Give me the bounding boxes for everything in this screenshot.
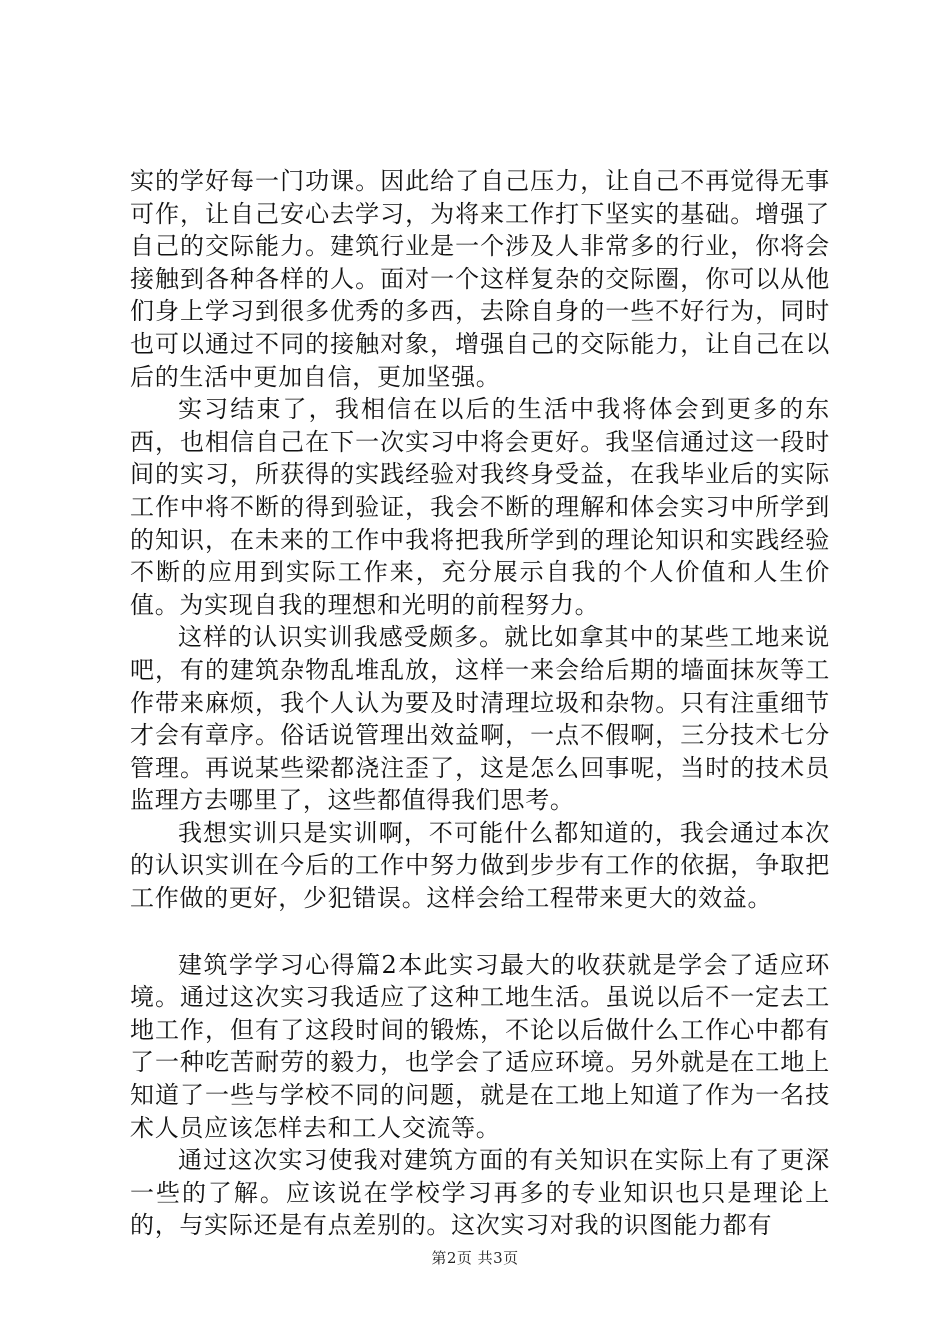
section-gap bbox=[130, 915, 830, 949]
paragraph-5: 建筑学学习心得篇2本此实习最大的收获就是学会了适应环境。通过这次实习我适应了这种工地生活。虽说以后不一定去工地工作，但有了这段时间的锻炼，不论以后做什么工作心中都有了一种吃苦耐劳的毅力，也学会了适应环境。另外就是在工地上知道了一些与学校不同的问题，就是在工地上知道了作为一名技术人员应该怎样去和工人交流等。 bbox=[130, 950, 830, 1142]
paragraph-1: 实的学好每一门功课。因此给了自己压力，让自己不再觉得无事可作，让自己安心去学习，为将来工作打下坚实的基础。增强了自己的交际能力。建筑行业是一个涉及人非常多的行业，你将会接触到各种各样的人。面对一个这样复杂的交际圈，你可以从他们身上学习到很多优秀的多西，去除自身的一些不好行为，同时也可以通过不同的接触对象，增强自己的交际能力，让自己在以后的生活中更加自信，更加坚强。 bbox=[130, 167, 830, 391]
paragraph-6: 通过这次实习使我对建筑方面的有关知识在实际上有了更深一些的了解。应该说在学校学习再多的专业知识也只是理论上的，与实际还是有点差别的。这次实习对我的识图能力都有 bbox=[130, 1146, 830, 1240]
paragraph-2: 实习结束了，我相信在以后的生活中我将体会到更多的东西，也相信自己在下一次实习中将会更好。我坚信通过这一段时间的实习，所获得的实践经验对我终身受益，在我毕业后的实际工作中将不断的得到验证，我会不断的理解和体会实习中所学到的知识，在未来的工作中我将把我所学到的理论知识和实践经验不断的应用到实际工作来，充分展示自我的个人价值和人生价值。为实现自我的理想和光明的前程努力。 bbox=[130, 395, 830, 619]
paragraph-4: 我想实训只是实训啊，不可能什么都知道的，我会通过本次的认识实训在今后的工作中努力做到步步有工作的依据，争取把工作做的更好，少犯错误。这样会给工程带来更大的效益。 bbox=[130, 818, 830, 913]
paragraph-3: 这样的认识实训我感受颇多。就比如拿其中的某些工地来说吧，有的建筑杂物乱堆乱放，这样一来会给后期的墙面抹灰等工作带来麻烦，我个人认为要及时清理垃圾和杂物。只有注重细节才会有章序。俗话说管理出效益啊，一点不假啊，三分技术七分管理。再说某些梁都浇注歪了，这是怎么回事呢，当时的技术员监理方去哪里了，这些都值得我们思考。 bbox=[130, 623, 830, 815]
body-text bbox=[130, 165, 830, 1242]
page-footer: 第2页 共3页 bbox=[431, 1249, 519, 1267]
